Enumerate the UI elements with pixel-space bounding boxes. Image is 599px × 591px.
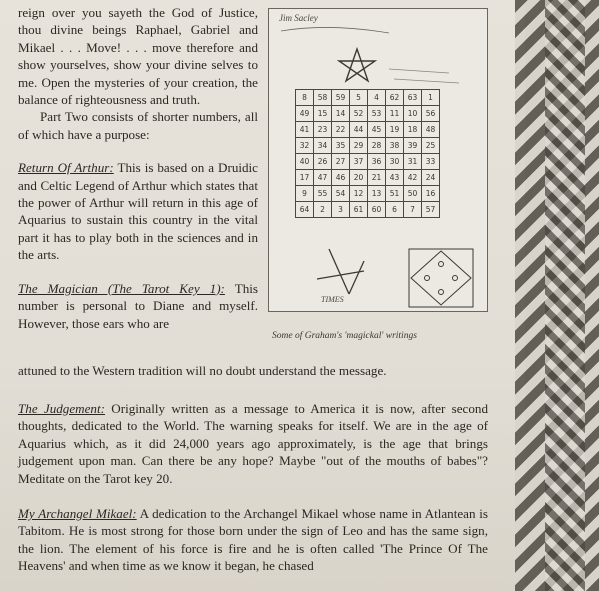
paragraph-invocation: reign over you sayeth the God of Justice, thou divine beings Raphael, Gabriel and Mikael . . . Move! . . . move therefore and show yourselves, show your divine selves to me. Open the mysteries of your creation, the balance of righteousness and truth.: [18, 5, 258, 108]
grid-cell: 44: [350, 122, 368, 138]
grid-cell: 58: [314, 90, 332, 106]
grid-row: [296, 154, 440, 170]
heading-judgement: The Judgement:: [18, 401, 105, 416]
grid-cell: 62: [386, 90, 404, 106]
left-column: [18, 4, 258, 332]
grid-cell: 51: [386, 186, 404, 202]
paragraph-return-of-arthur: Return Of Arthur: This is based on a Druidic and Celtic Legend of Arthur which states that the power of Arthur will return in this age of Aquarius to sustain this country in the vital part it has to play both in the sciences and in the arts.: [18, 160, 258, 263]
grid-cell: 29: [350, 138, 368, 154]
heading-magician: The Magician (The Tarot Key 1):: [18, 280, 225, 296]
grid-row: [296, 202, 440, 218]
figure-handwritten-title: Jim Sacley: [279, 13, 318, 23]
grid-cell: 33: [422, 154, 440, 170]
grid-cell: 36: [368, 154, 386, 170]
grid-cell: 37: [350, 154, 368, 170]
grid-cell: 1: [422, 90, 440, 106]
grid-row: [296, 90, 440, 106]
grid-cell: 57: [422, 202, 440, 218]
grid-cell: 42: [404, 170, 422, 186]
magic-square-grid: [295, 89, 440, 218]
grid-cell: 52: [350, 106, 368, 122]
grid-cell: 22: [332, 122, 350, 138]
grid-cell: 41: [296, 122, 314, 138]
grid-row: [296, 170, 440, 186]
grid-cell: 27: [332, 154, 350, 170]
grid-cell: 19: [386, 122, 404, 138]
grid-cell: 28: [368, 138, 386, 154]
grid-cell: 24: [422, 170, 440, 186]
grid-cell: 46: [332, 170, 350, 186]
magickal-writings-figure: [268, 8, 488, 312]
grid-cell: 55: [314, 186, 332, 202]
grid-cell: 23: [314, 122, 332, 138]
paragraph-magician-continued: attuned to the Western tradition will no doubt understand the message.: [18, 363, 387, 378]
grid-cell: 59: [332, 90, 350, 106]
paragraph-archangel: My Archangel Mikael: A dedication to the Archangel Mikael whose name in Atlantean is Tabitom. He is most strong for those born under the sign of Leo and has the same sign, the lion. The element of his force is fire and he is often called 'The Prince Of The Heavens' and when time as we know it began, he chased: [18, 506, 488, 574]
paragraph-judgement: The Judgement: Originally written as a message to America it is now, after second thoughts, dedicated to the World. The warning speaks for itself. We are in the age of Aquarius which, as it did 24,000 years ago approximately, is the age that brings judgement upon man. Can there be any hope? Maybe "out of the mouths of babes"? Meditate on the Tarot key 20.: [18, 401, 488, 486]
grid-cell: 38: [386, 138, 404, 154]
sigil-sketch-icon: [317, 249, 364, 294]
grid-cell: 10: [404, 106, 422, 122]
paragraph-part-two: Part Two consists of shorter numbers, all of which have a purpose:: [18, 109, 258, 142]
grid-cell: 31: [404, 154, 422, 170]
grid-cell: 17: [296, 170, 314, 186]
grid-cell: 61: [350, 202, 368, 218]
paragraph-magician: The Magician (The Tarot Key 1): This number is personal to Diane and myself. However, those ears who are: [18, 280, 258, 331]
grid-cell: 21: [368, 170, 386, 186]
grid-row: [296, 138, 440, 154]
grid-cell: 14: [332, 106, 350, 122]
grid-cell: 7: [404, 202, 422, 218]
grid-cell: 13: [368, 186, 386, 202]
grid-cell: 49: [296, 106, 314, 122]
grid-cell: 54: [332, 186, 350, 202]
grid-cell: 47: [314, 170, 332, 186]
grid-cell: 15: [314, 106, 332, 122]
magic-square-sketch-icon: [409, 249, 473, 307]
grid-cell: 56: [422, 106, 440, 122]
grid-cell: 12: [350, 186, 368, 202]
grid-cell: 45: [368, 122, 386, 138]
grid-cell: 53: [368, 106, 386, 122]
grid-cell: 11: [386, 106, 404, 122]
grid-cell: 18: [404, 122, 422, 138]
grid-cell: 3: [332, 202, 350, 218]
grid-cell: 16: [422, 186, 440, 202]
grid-cell: 35: [332, 138, 350, 154]
decorative-border-pattern: [545, 0, 585, 591]
grid-cell: 40: [296, 154, 314, 170]
figure-times-label: TIMES: [321, 295, 344, 304]
grid-cell: 5: [350, 90, 368, 106]
grid-cell: 6: [386, 202, 404, 218]
grid-cell: 50: [404, 186, 422, 202]
grid-cell: 63: [404, 90, 422, 106]
grid-cell: 20: [350, 170, 368, 186]
grid-cell: 25: [422, 138, 440, 154]
grid-cell: 34: [314, 138, 332, 154]
figure-caption: Some of Graham's 'magickal' writings: [272, 331, 417, 341]
pentagram-icon: [339, 49, 375, 81]
grid-row: [296, 186, 440, 202]
grid-cell: 2: [314, 202, 332, 218]
grid-cell: 39: [404, 138, 422, 154]
grid-row: [296, 122, 440, 138]
grid-cell: 32: [296, 138, 314, 154]
heading-archangel: My Archangel Mikael:: [18, 506, 137, 521]
heading-return-of-arthur: Return Of Arthur:: [18, 160, 114, 176]
grid-cell: 48: [422, 122, 440, 138]
grid-cell: 30: [386, 154, 404, 170]
grid-cell: 26: [314, 154, 332, 170]
grid-row: [296, 106, 440, 122]
grid-cell: 4: [368, 90, 386, 106]
grid-cell: 60: [368, 202, 386, 218]
grid-cell: 8: [296, 90, 314, 106]
grid-cell: 43: [386, 170, 404, 186]
grid-cell: 9: [296, 186, 314, 202]
grid-cell: 64: [296, 202, 314, 218]
